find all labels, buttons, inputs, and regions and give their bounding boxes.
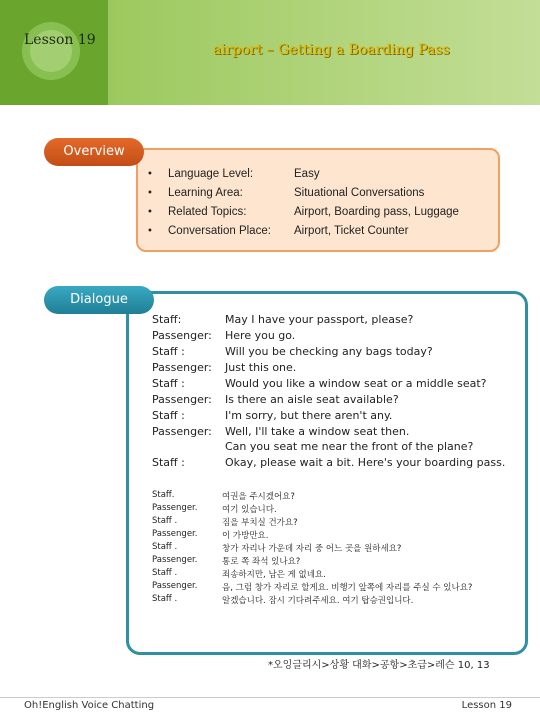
- korean-speaker: Passenger.: [152, 529, 198, 539]
- dialogue-speaker: Staff :: [152, 409, 185, 422]
- footer-divider: [0, 697, 540, 698]
- dialogue-tab: Dialogue: [44, 286, 154, 314]
- dialogue-line: May I have your passport, please?: [225, 313, 414, 326]
- dialogue-line: Would you like a window seat or a middle seat?: [225, 377, 487, 390]
- korean-line: 통로 쪽 좌석 있나요?: [222, 557, 301, 567]
- dialogue-line: Is there an aisle seat available?: [225, 393, 399, 406]
- dialogue-line: Here you go.: [225, 329, 296, 342]
- header-left-panel: [0, 0, 108, 105]
- dialogue-speaker: Passenger:: [152, 393, 212, 406]
- overview-key: Conversation Place:: [168, 225, 271, 237]
- korean-line: 여기 있습니다.: [222, 505, 277, 515]
- dialogue-line: Will you be checking any bags today?: [225, 345, 433, 358]
- bullet: •: [147, 169, 153, 180]
- korean-speaker: Staff .: [152, 516, 178, 526]
- lesson-label: Lesson 19: [24, 32, 96, 48]
- overview-value: Situational Conversations: [294, 187, 425, 199]
- korean-speaker: Passenger.: [152, 555, 198, 565]
- dialogue-speaker: Staff :: [152, 456, 185, 469]
- dialogue-line: Can you seat me near the front of the plane?: [225, 440, 474, 453]
- korean-line: 여권을 주시겠어요?: [222, 492, 295, 502]
- dialogue-speaker: Passenger:: [152, 361, 212, 374]
- overview-key: Language Level:: [168, 168, 254, 180]
- page-title: airport – Getting a Boarding Pass: [213, 42, 450, 58]
- korean-line: 이 가방만요.: [222, 531, 269, 541]
- bullet: •: [147, 226, 153, 237]
- footer-lesson: Lesson 19: [461, 700, 512, 711]
- bullet: •: [147, 207, 153, 218]
- overview-value: Airport, Ticket Counter: [294, 225, 409, 237]
- korean-line: 음, 그럼 창가 자리로 할게요. 비행기 앞쪽에 자리를 주실 수 있나요?: [222, 583, 473, 593]
- korean-line: 알겠습니다. 잠시 기다려주세요. 여기 탑승권입니다.: [222, 596, 414, 606]
- overview-value: Easy: [294, 168, 320, 180]
- korean-speaker: Passenger.: [152, 503, 198, 513]
- korean-line: 짐을 부치실 건가요?: [222, 518, 298, 528]
- dialogue-line: Just this one.: [225, 361, 297, 374]
- dialogue-speaker: Passenger:: [152, 329, 212, 342]
- korean-speaker: Staff.: [152, 490, 175, 500]
- dialogue-speaker: Passenger:: [152, 425, 212, 438]
- korean-line: 창가 자리나 가운데 자리 중 어느 곳을 원하세요?: [222, 544, 402, 554]
- korean-speaker: Staff .: [152, 568, 178, 578]
- overview-key: Related Topics:: [168, 206, 247, 218]
- overview-tab: Overview: [44, 138, 144, 166]
- korean-line: 죄송하지만, 남은 게 없네요.: [222, 570, 326, 580]
- header-band: [0, 0, 540, 105]
- dialogue-speaker: Staff:: [152, 313, 182, 326]
- dialogue-line: I'm sorry, but there aren't any.: [225, 409, 393, 422]
- footer-brand: Oh!English Voice Chatting: [24, 700, 155, 711]
- overview-key: Learning Area:: [168, 187, 243, 199]
- dialogue-line: Okay, please wait a bit. Here's your boarding pass.: [225, 456, 506, 469]
- overview-value: Airport, Boarding pass, Luggage: [294, 206, 459, 218]
- korean-speaker: Staff .: [152, 542, 178, 552]
- dialogue-line: Well, I'll take a window seat then.: [225, 425, 410, 438]
- korean-speaker: Passenger.: [152, 581, 198, 591]
- dialogue-speaker: Staff :: [152, 377, 185, 390]
- source-note: *오잉글리시>상황 대화>공항>초급>레슨 10, 13: [268, 660, 490, 671]
- korean-speaker: Staff .: [152, 594, 178, 604]
- dialogue-speaker: Staff :: [152, 345, 185, 358]
- bullet: •: [147, 188, 153, 199]
